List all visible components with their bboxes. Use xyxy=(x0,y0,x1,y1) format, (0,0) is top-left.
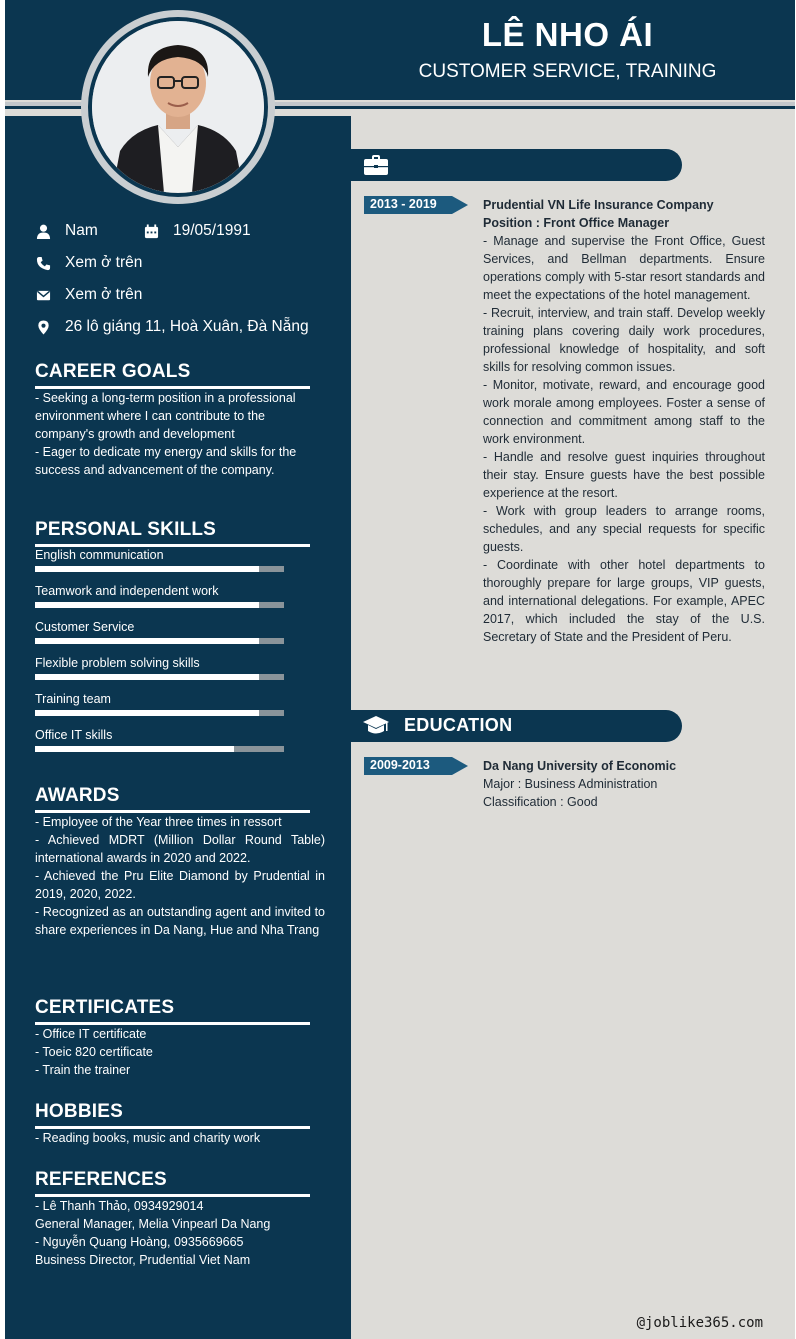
skill-bar xyxy=(35,566,284,572)
career-goals-text xyxy=(35,389,325,479)
skill-bar xyxy=(35,602,284,608)
hobbies-title: HOBBIES xyxy=(35,1101,123,1122)
skill-bar-fill xyxy=(35,602,259,608)
skill-label: Flexible problem solving skills xyxy=(35,656,200,670)
resume-page xyxy=(5,0,795,1339)
skill-label: Customer Service xyxy=(35,620,135,634)
gender-row xyxy=(35,222,98,240)
references-text xyxy=(35,1197,325,1269)
map-pin-icon xyxy=(35,319,51,335)
duty-item: - Handle and resolve guest inquiries throughout their stay. Ensure guests have the best possible experience at the resort. xyxy=(483,450,765,500)
experience-entry xyxy=(483,196,765,646)
awards-title: AWARDS xyxy=(35,785,120,806)
education-period-tag xyxy=(364,757,468,775)
reference-item: - Lê Thanh Thảo, 0934929014 xyxy=(35,1199,204,1213)
education-banner xyxy=(351,710,682,742)
gender-value: Nam xyxy=(65,222,98,239)
major: Major : Business Administration xyxy=(483,777,658,791)
address-value: 26 lô giáng 11, Hoà Xuân, Đà Nẵng xyxy=(65,318,309,335)
hobby-item: - Reading books, music and charity work xyxy=(35,1131,261,1145)
experience-banner xyxy=(351,149,682,181)
phone-row xyxy=(35,254,142,272)
reference-item: - Nguyễn Quang Hoàng, 0935669665 xyxy=(35,1235,244,1249)
candidate-name: LÊ NHO ÁI xyxy=(481,16,654,53)
user-icon xyxy=(35,223,51,239)
hobbies-text xyxy=(35,1129,325,1147)
classification: Classification : Good xyxy=(483,795,598,809)
skill-label: English communication xyxy=(35,548,164,562)
certificates-title: CERTIFICATES xyxy=(35,997,175,1018)
skills-rule xyxy=(35,544,310,547)
experience-period-tag xyxy=(364,196,468,214)
skill-bar-fill xyxy=(35,674,259,680)
envelope-icon xyxy=(35,287,51,303)
career-goal-item: - Eager to dedicate my energy and skills for the success and advancement of the company. xyxy=(35,445,297,477)
duty-item: - Work with group leaders to arrange rooms, schedules, and any special requests for specific guests. xyxy=(483,504,765,554)
skill-bar-fill xyxy=(35,746,234,752)
birthdate-value: 19/05/1991 xyxy=(173,222,251,239)
certificate-item: - Train the trainer xyxy=(35,1063,131,1077)
reference-item: General Manager, Melia Vinpearl Da Nang xyxy=(35,1217,271,1231)
email-row xyxy=(35,286,142,304)
reference-item: Business Director, Prudential Viet Nam xyxy=(35,1253,251,1267)
skill-bar-fill xyxy=(35,566,259,572)
certificates-text xyxy=(35,1025,325,1079)
duty-item: - Monitor, motivate, reward, and encourage good work morale among employees. Foster a sense of connection and commitment among staff to the work environment. xyxy=(483,378,765,446)
education-period: 2009-2013 xyxy=(370,758,430,772)
email-value: Xem ở trên xyxy=(65,286,143,303)
skills-title: PERSONAL SKILLS xyxy=(35,519,217,540)
experience-period: 2013 - 2019 xyxy=(370,197,437,211)
award-item: - Achieved MDRT (Million Dollar Round Table) international awards in 2020 and 2022. xyxy=(35,833,325,865)
award-item: - Recognized as an outstanding agent and invited to share experiences in Da Nang, Hue and Nha Trang xyxy=(35,905,325,937)
graduation-cap-icon xyxy=(363,715,389,737)
address-row xyxy=(35,318,309,336)
education-title: EDUCATION xyxy=(404,715,513,735)
skill-bar-fill xyxy=(35,638,259,644)
skill-bar xyxy=(35,638,284,644)
references-title: REFERENCES xyxy=(35,1169,167,1190)
phone-icon xyxy=(35,255,51,271)
briefcase-icon xyxy=(363,154,389,176)
skill-label: Training team xyxy=(35,692,111,706)
school-name: Da Nang University of Economic xyxy=(483,759,677,773)
calendar-icon xyxy=(143,223,159,239)
certificate-item: - Toeic 820 certificate xyxy=(35,1045,153,1059)
duty-item: - Coordinate with other hotel departments to thoroughly prepare for large groups, VIP guests, and international delegations. For example, APEC 2017, which included the stay of the U.S. Secretary of State and the President of Peru. xyxy=(483,558,765,644)
career-goals-title: CAREER GOALS xyxy=(35,361,191,382)
education-entry xyxy=(483,757,765,811)
skill-bar xyxy=(35,674,284,680)
candidate-title: CUSTOMER SERVICE, TRAINING xyxy=(418,61,717,82)
awards-text xyxy=(35,813,325,939)
birthdate-row xyxy=(143,222,251,240)
company-name: Prudential VN Life Insurance Company xyxy=(483,198,714,212)
award-item: - Achieved the Pru Elite Diamond by Prudential in 2019, 2020, 2022. xyxy=(35,869,325,901)
career-goal-item: - Seeking a long-term position in a professional environment where I can contribute to the company's growth and development xyxy=(35,391,296,441)
certificate-item: - Office IT certificate xyxy=(35,1027,147,1041)
phone-value: Xem ở trên xyxy=(65,254,143,271)
skill-bar xyxy=(35,710,284,716)
duty-item: - Manage and supervise the Front Office, Guest Services, and Bellman departments. Ensure operations comply with 5-star resort standards and meet the expectations of the hotel management. xyxy=(483,234,765,302)
position-title: Position : Front Office Manager xyxy=(483,216,670,230)
duty-item: - Recruit, interview, and train staff. Develop weekly training plans covering daily work procedures, professional knowledge of hospitality, and soft skills for resolving common issues. xyxy=(483,306,765,374)
award-item: - Employee of the Year three times in ressort xyxy=(35,815,282,829)
avatar xyxy=(92,21,264,193)
skill-label: Teamwork and independent work xyxy=(35,584,219,598)
watermark: @joblike365.com xyxy=(636,1315,763,1331)
skill-bar xyxy=(35,746,284,752)
skill-label: Office IT skills xyxy=(35,728,113,742)
skill-bar-fill xyxy=(35,710,259,716)
